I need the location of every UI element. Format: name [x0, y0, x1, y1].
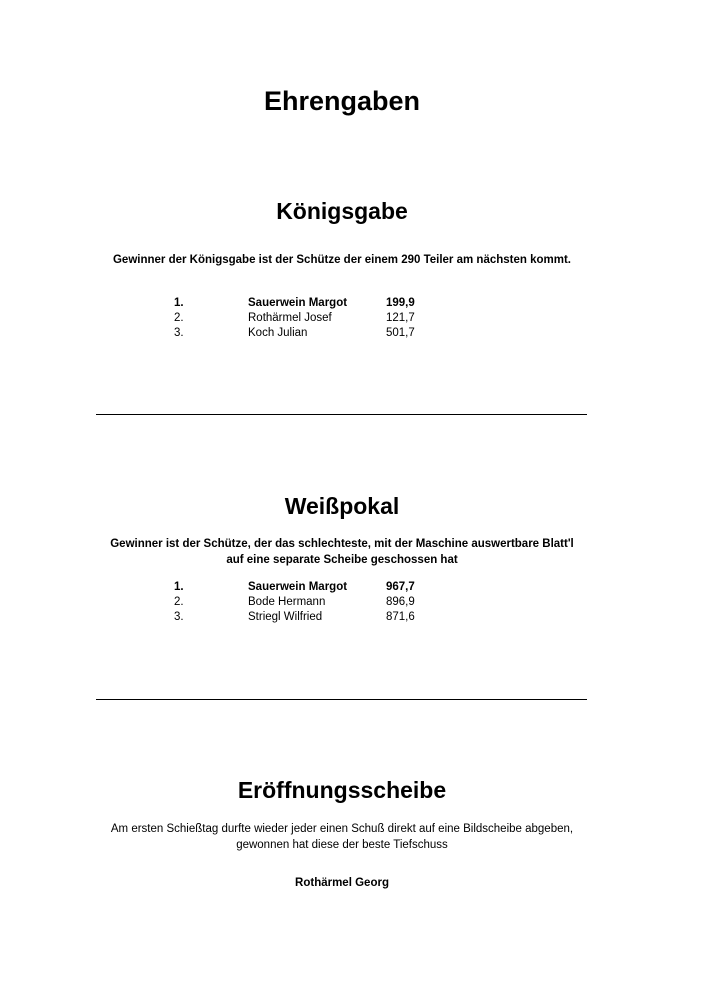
- rank-score: 896,9: [386, 596, 415, 608]
- eroeffnungsscheibe-description: [0, 821, 684, 853]
- rank-name: Sauerwein Margot: [248, 297, 348, 309]
- rank-score: 199,9: [386, 297, 415, 309]
- weisspokal-ranking: [174, 580, 434, 625]
- ranking-row: [174, 326, 434, 341]
- rank-place: 3.: [174, 611, 184, 623]
- rank-name: Bode Hermann: [248, 596, 326, 608]
- ranking-row: [174, 595, 434, 610]
- ranking-row: [174, 311, 434, 326]
- rank-score: 501,7: [386, 327, 415, 339]
- ranking-row: [174, 296, 434, 311]
- rank-name: Koch Julian: [248, 327, 308, 339]
- description-line: gewonnen hat diese der beste Tiefschuss: [236, 839, 448, 851]
- rank-place: 2.: [174, 596, 184, 608]
- rank-place: 1.: [174, 581, 184, 593]
- rank-place: 1.: [174, 297, 184, 309]
- rank-place: 3.: [174, 327, 184, 339]
- rank-name: Striegl Wilfried: [248, 611, 323, 623]
- eroeffnungsscheibe-heading: Eröffnungsscheibe: [237, 777, 447, 803]
- weisspokal-description: [0, 536, 684, 568]
- page-title: Ehrengaben: [263, 86, 421, 116]
- koenigsgabe-description: [0, 252, 684, 268]
- ranking-row: [174, 610, 434, 625]
- rank-name: Rothärmel Josef: [248, 312, 332, 324]
- description-line: Gewinner der Königsgabe ist der Schütze der einem 290 Teiler am nächsten kommt.: [112, 254, 571, 266]
- section-divider: [96, 414, 587, 415]
- koenigsgabe-heading: Königsgabe: [276, 198, 408, 224]
- description-line: Gewinner ist der Schütze, der das schlechteste, mit der Maschine auswertbare Blatt'l: [110, 538, 574, 550]
- ranking-row: [174, 580, 434, 595]
- section-divider: [96, 699, 587, 700]
- rank-name: Sauerwein Margot: [248, 581, 348, 593]
- weisspokal-heading: Weißpokal: [284, 493, 400, 519]
- description-line: Am ersten Schießtag durfte wieder jeder einen Schuß direkt auf eine Bildscheibe abgeben,: [110, 823, 574, 835]
- koenigsgabe-ranking: [174, 296, 434, 341]
- rank-score: 121,7: [386, 312, 415, 324]
- eroeffnungsscheibe-winner: Rothärmel Georg: [295, 877, 389, 889]
- rank-place: 2.: [174, 312, 184, 324]
- description-line: auf eine separate Scheibe geschossen hat: [226, 554, 458, 566]
- rank-score: 871,6: [386, 611, 415, 623]
- rank-score: 967,7: [386, 581, 415, 593]
